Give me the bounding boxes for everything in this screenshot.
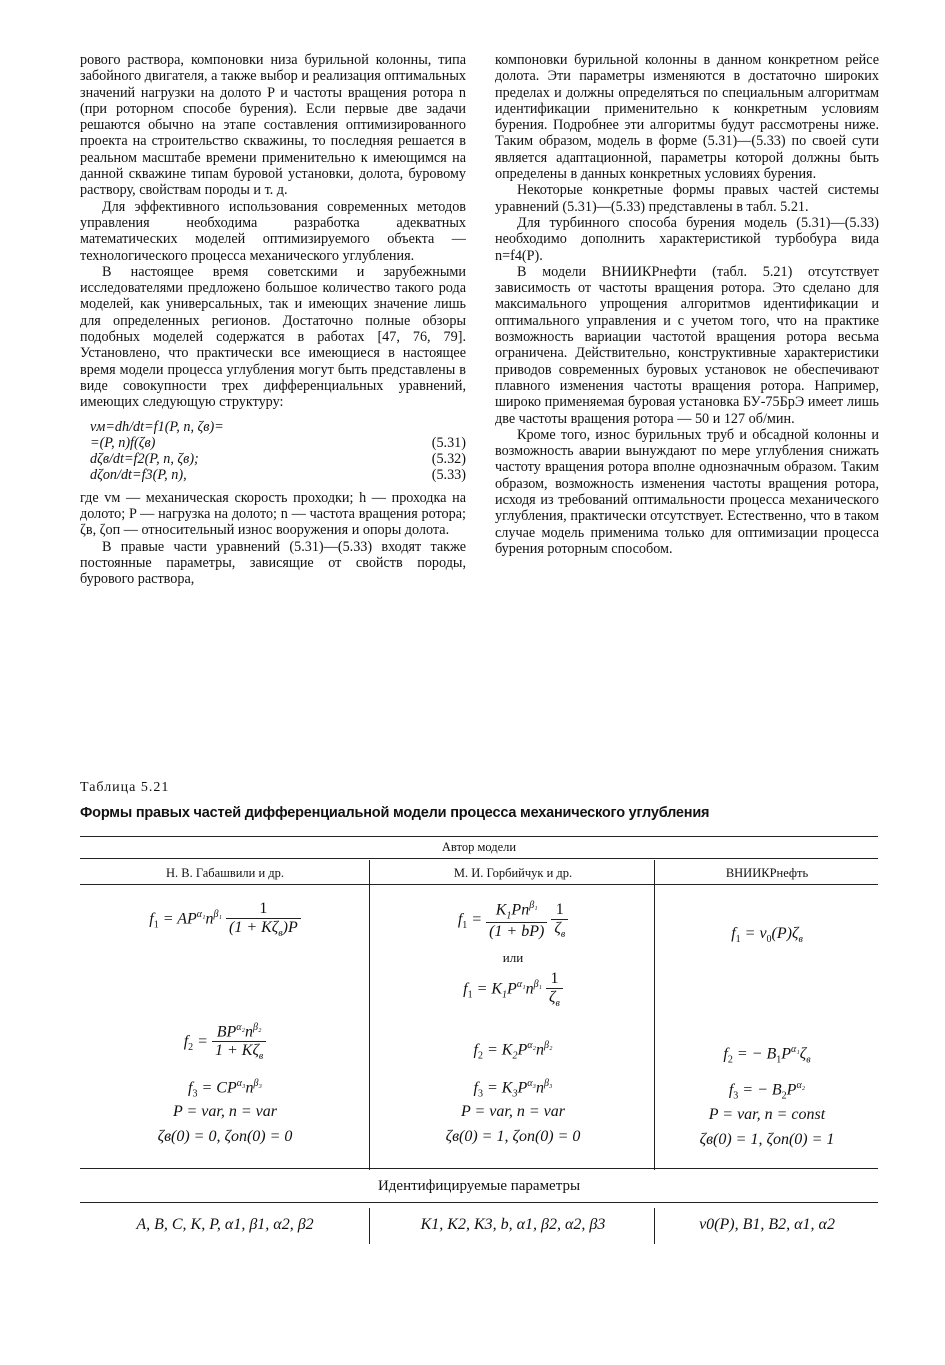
right-column	[495, 52, 879, 557]
table-top-rule	[80, 836, 878, 837]
left-paragraph-1: рового раствора, компоновки низа бурильной колонны, типа забойного двигателя, а также выбор и реализация оптимальных значений нагрузки на долото P и частоты вращения ротора n (при роторном способе бурения). Если первые две задачи решаются обычно на этапе составления оптимизированного проекта на строительство скважины, то последняя решается в реальном масштабе времени применительно к имеющимся на данной скважине типам буровой установки, долота, буровому раствору, свойствам породы и т. д.	[80, 52, 466, 199]
left-paragraph-3: В настоящее время советскими и зарубежными исследователями предложено большое количество такого рода моделей, как универсальных, так и имеющих значение лишь для определенных регионов. Достаточно полные обзоры подобных моделей содержатся в работах [47, 76, 79]. Установлено, что практически все имеющиеся в настоящее время модели процесса углубления могут быть представлены в виде совокупности трех дифференциальных уравнений, имеющих следующую структуру:	[80, 263, 466, 411]
formula-f3-vniikrneft: $f_3$ = − $B_2P^{\alpha_2}$	[728, 1080, 806, 1102]
params-gabashvili: A, B, C, K, P, α1, β1, α2, β2	[136, 1216, 314, 1233]
initial-gabashvili: ζв(0) = 0, ζоп(0) = 0	[157, 1128, 293, 1145]
params-header-rule	[80, 1202, 878, 1203]
equations-block	[80, 419, 466, 484]
params-vniikrneft: v0(P), B1, B2, α1, α2	[699, 1216, 835, 1233]
left-column	[80, 52, 466, 588]
author-header: Автор модели	[441, 840, 517, 854]
equation-5-32: dζв/dt=f2(P, n, ζв); (5.32)	[90, 451, 466, 468]
formula-f1-gorbiychuk: $f_1$ = $\frac{K_1Pn^{\beta_1}}{(1 + bP)}$ $\frac{1}{\zeta_в}$	[372, 900, 654, 941]
params-rule	[80, 1168, 878, 1169]
col-divider-2	[654, 860, 655, 1170]
left-paragraph-2: Для эффективного использования современных методов управления необходима разработка адекватных математических моделей оптимизируемого объекта — технологического процесса механического углубления.	[80, 198, 466, 264]
table-title: Формы правых частей дифференциальной модели процесса механического углубления	[80, 805, 710, 821]
equation-5-33: dζоп/dt=f3(P, n), (5.33)	[90, 467, 466, 484]
formula-f2-gorbiychuk: $f_2 = K_2P^{\alpha_2}n^{\beta_2}$	[473, 1040, 553, 1062]
params-header: Идентифицируемые параметры	[377, 1178, 581, 1194]
formula-f2-gabashvili: $f_2$ = $\frac{BP^{\alpha_2}n^{\beta_2}}{1 + K\zeta_в}$	[80, 1022, 370, 1063]
right-paragraph-1: компоновки бурильной колонны в данном конкретном рейсе долота. Эти параметры изменяются в достаточно широких пределах и должны определяться по специальным алгоритмам идентификации применительно к конкретным условиям бурения. Подробнее эти алгоритмы будут рассмотрены ниже. Таким образом, модель в форме (5.31)—(5.33) по своей сути является адаптационной, параметры которой должны быть определены в данных конкретных условиях бурения.	[495, 52, 879, 183]
variables-vniikrneft: P = var, n = const	[708, 1106, 826, 1123]
formula-f3-gorbiychuk: $f_3 = K_3P^{\alpha_3}n^{\beta_3}$	[473, 1078, 553, 1100]
variables-gorbiychuk: P = var, n = var	[461, 1103, 565, 1120]
author-rule	[80, 858, 878, 859]
formula-f3-gabashvili: $f_3 = CP^{\alpha_3}n^{\beta_3}$	[188, 1078, 262, 1100]
right-paragraph-2: Некоторые конкретные формы правых частей системы уравнений (5.31)—(5.33) представлены в табл. 5.21.	[495, 182, 879, 215]
equation-5-31a: vм=dh/dt=f1(P, n, ζв)=	[90, 418, 224, 435]
formula-f1-gabashvili: $f_1 = AP^{\alpha_1}n^{\beta_1}$ $\frac{1}{(1 + K\zeta_в)P}$	[80, 900, 370, 939]
params-divider-2	[654, 1208, 655, 1244]
right-paragraph-4: В модели ВНИИКРнефти (табл. 5.21) отсутствует зависимость от частоты вращения ротора. Это сделано для максимального упрощения алгоритмов идентификации и оптимального управления и с учетом того, что на практике возможность вариации частотой вращения ротора весьма ограничена. Действительно, конструктивные характеристики приводов современных буровых установок не обеспечивают плавного изменения частоты вращения ротора. Например, широко применяемая буровая установка БУ-75БрЭ имеет лишь две частоты вращения ротора — 50 и 127 об/мин.	[495, 263, 879, 427]
left-paragraph-5: В правые части уравнений (5.31)—(5.33) входят также постоянные параметры, зависящие от свойств породы, бурового раствора,	[80, 538, 466, 588]
initial-gorbiychuk: ζв(0) = 1, ζоп(0) = 0	[445, 1128, 581, 1145]
initial-vniikrneft: ζв(0) = 1, ζоп(0) = 1	[699, 1131, 835, 1148]
col-header-gorbiychuk: М. И. Горбийчук и др.	[453, 866, 573, 880]
or-label: или	[502, 950, 524, 965]
left-paragraph-4: где vм — механическая скорость проходки; h — проходка на долото; P — нагрузка на долото; n — частота вращения ротора; ζв, ζоп — относительный износ вооружения и опоры долота.	[80, 489, 466, 539]
formula-f1-alt-gorbiychuk: $f_1 = K_1P^{\alpha_1}n^{\beta_1}$ $\frac{1}{\zeta_в}$	[372, 970, 654, 1009]
header-rule	[80, 884, 878, 885]
col-header-gabashvili: Н. В. Габашвили и др.	[165, 866, 285, 880]
right-paragraph-5: Кроме того, износ бурильных труб и обсадной колонны и возможность аварии вынуждают по мере углубления снижать частоту вращения ротора вполне однозначным образом. Таким образом, возможность изменения частоты вращения ротора, исходя из требований оптимальности процесса механического углубления, практически отсутствует. Естественно, что в таком случае модель применима только для оптимизации процесса бурения роторным способом.	[495, 426, 879, 557]
right-paragraph-3: Для турбинного способа бурения модель (5.31)—(5.33) необходимо дополнить характеристикой турбобура вида n=f4(P).	[495, 214, 879, 264]
variables-gabashvili: P = var, n = var	[173, 1103, 277, 1120]
params-gorbiychuk: K1, K2, K3, b, α1, β2, α2, β3	[420, 1216, 606, 1233]
equation-5-31b: =(P, n)f(ζв) (5.31)	[90, 434, 466, 451]
table-label: Таблица 5.21	[80, 780, 170, 795]
col-header-vniikrneft: ВНИИКРнефть	[725, 866, 809, 880]
formula-f1-vniikrneft: $f_1 = v_0(P)\zeta_в$	[731, 925, 803, 946]
formula-f2-vniikrneft: $f_2$ = − $B_1P^{\alpha_1}\zeta_в$	[723, 1044, 811, 1066]
